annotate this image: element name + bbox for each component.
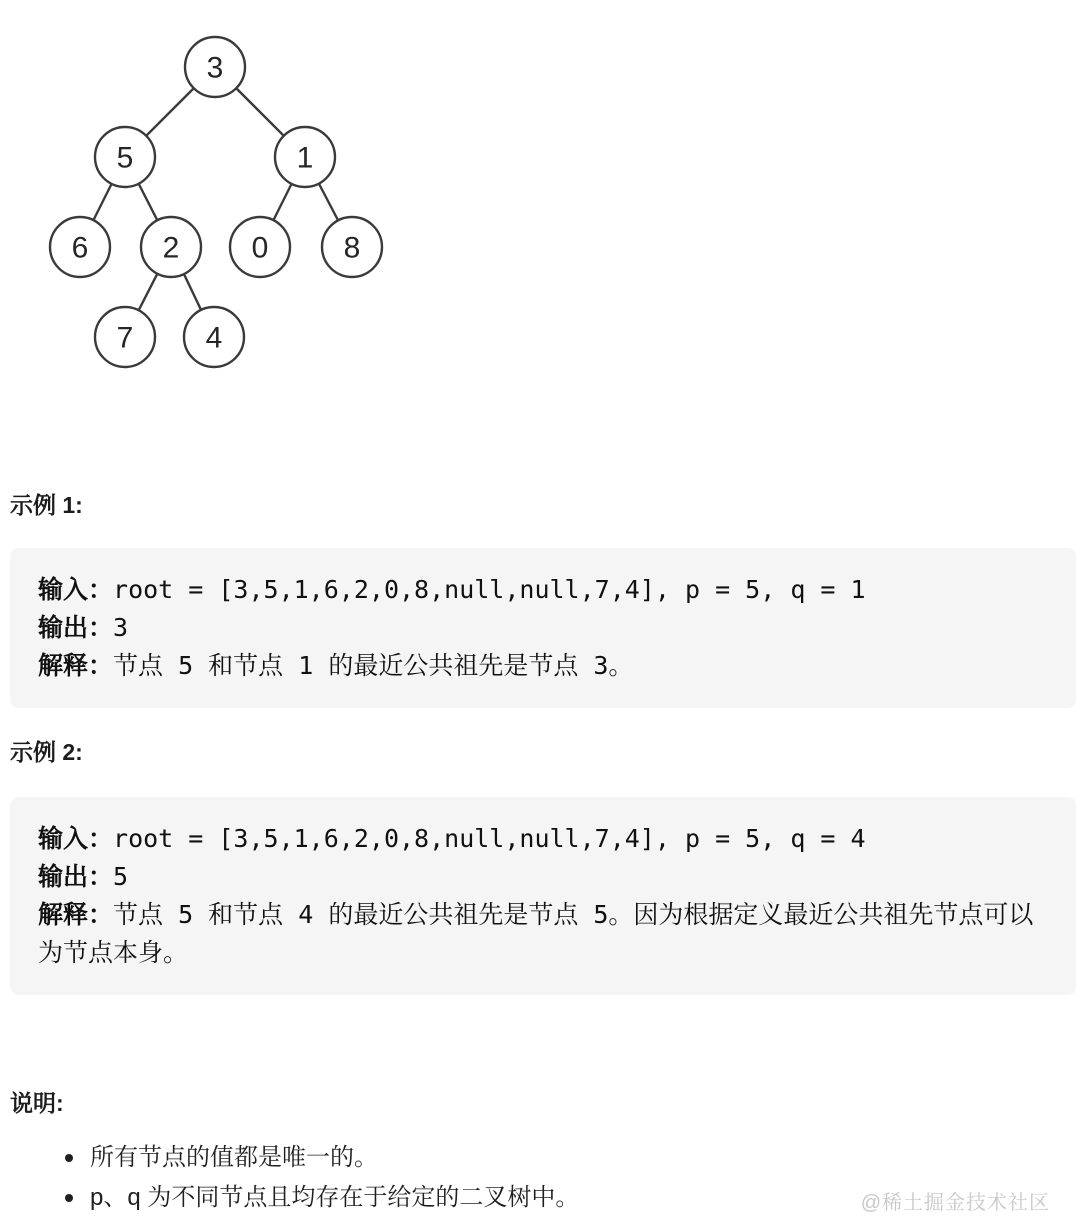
example-explain-line	[38, 896, 1048, 972]
example-input-line	[38, 820, 1048, 858]
explain-value: 节点 5 和节点 4 的最近公共祖先是节点 5。因为根据定义最近公共祖先节点可以为节点本身。	[38, 900, 1034, 967]
tree-node-value: 3	[206, 51, 224, 85]
tree-node-value: 2	[162, 231, 180, 265]
list-item: p、q 为不同节点且均存在于给定的二叉树中。	[63, 1178, 1076, 1218]
explain-value: 节点 5 和节点 1 的最近公共祖先是节点 3。	[113, 651, 634, 680]
input-value: root = [3,5,1,6,2,0,8,null,null,7,4], p = 5, q = 4	[113, 824, 866, 853]
input-label: 输入：	[38, 575, 114, 604]
tree-node-value: 7	[116, 321, 134, 355]
output-value: 5	[113, 862, 129, 891]
input-label: 输入：	[38, 824, 114, 853]
output-label: 输出：	[38, 862, 114, 891]
example-1-code-block	[10, 548, 1076, 708]
tree-node-value: 4	[205, 321, 223, 355]
example-input-line	[38, 571, 1048, 609]
notes-title: 说明:	[10, 1090, 64, 1116]
output-label: 输出：	[38, 613, 114, 642]
example-2-title: 示例 2:	[10, 739, 83, 765]
binary-tree-figure	[0, 20, 430, 400]
tree-node-value: 0	[251, 231, 269, 265]
explain-label: 解释：	[38, 900, 114, 929]
tree-node-value: 6	[71, 231, 89, 265]
example-2-code-block	[10, 797, 1076, 995]
example-explain-line	[38, 647, 1048, 685]
input-value: root = [3,5,1,6,2,0,8,null,null,7,4], p = 5, q = 1	[113, 575, 866, 604]
example-1-title: 示例 1:	[10, 492, 83, 518]
explain-label: 解释：	[38, 651, 114, 680]
output-value: 3	[113, 613, 129, 642]
tree-node-value: 8	[343, 231, 361, 265]
tree-node-value: 5	[116, 141, 134, 175]
example-output-line	[38, 609, 1048, 647]
tree-node-value: 1	[296, 141, 314, 175]
example-output-line	[38, 858, 1048, 896]
list-item: 所有节点的值都是唯一的。	[63, 1138, 1076, 1178]
watermark: @稀土掘金技术社区	[860, 1192, 1050, 1214]
